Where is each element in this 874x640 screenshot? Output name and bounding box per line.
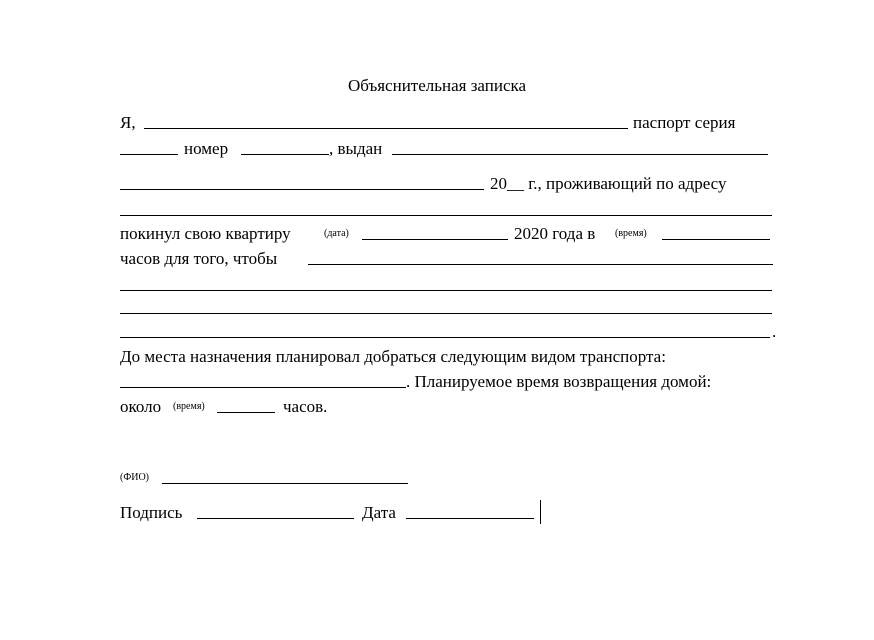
year-text: 2020 года в xyxy=(514,224,596,243)
document-title: Объяснительная записка xyxy=(347,76,527,95)
left-apartment-text: покинул свою квартиру xyxy=(120,224,291,243)
number-blank[interactable] xyxy=(241,154,329,155)
date-blank[interactable] xyxy=(406,518,534,519)
purpose-blank-4[interactable] xyxy=(120,337,770,338)
issued-text: , выдан xyxy=(329,139,383,158)
line-issue-date xyxy=(120,173,774,195)
text-cursor xyxy=(540,500,541,524)
purpose-blank-1[interactable] xyxy=(308,264,773,265)
year-address-text: 20__ г., проживающий по адресу xyxy=(490,174,727,193)
line-purpose-4 xyxy=(120,321,777,343)
line-return-time xyxy=(120,371,774,393)
period-text: . xyxy=(772,322,777,341)
date-label: Дата xyxy=(362,503,396,522)
line-address xyxy=(120,199,774,221)
line-signature xyxy=(120,502,774,524)
line-purpose xyxy=(120,248,774,270)
purpose-text: часов для того, чтобы xyxy=(120,249,278,268)
passport-series-text: паспорт серия xyxy=(633,113,736,132)
return-time-text: . Планируемое время возвращения домой: xyxy=(406,372,712,391)
pronoun-text: Я, xyxy=(120,113,136,132)
line-purpose-3 xyxy=(120,297,774,319)
signature-blank[interactable] xyxy=(197,518,354,519)
about-text: около xyxy=(120,397,162,416)
name-blank[interactable] xyxy=(144,128,628,129)
line-passport-number xyxy=(120,138,774,160)
line-transport xyxy=(120,346,774,368)
return-time-hint: (время) xyxy=(173,401,205,412)
time-hint: (время) xyxy=(615,228,647,239)
line-about-time xyxy=(120,396,774,418)
address-blank[interactable] xyxy=(120,215,772,216)
date-hint: (дата) xyxy=(324,228,349,239)
line-name xyxy=(120,112,774,134)
series-blank[interactable] xyxy=(120,154,178,155)
return-time-blank[interactable] xyxy=(217,412,275,413)
issued-by-blank[interactable] xyxy=(392,154,768,155)
fio-label: (ФИО) xyxy=(120,472,150,483)
leave-date-blank[interactable] xyxy=(362,239,508,240)
issue-date-blank[interactable] xyxy=(120,189,484,190)
leave-time-blank[interactable] xyxy=(662,239,770,240)
transport-text: До места назначения планировал добраться следующим видом транспорта: xyxy=(120,347,666,366)
line-fio xyxy=(120,467,774,489)
purpose-blank-3[interactable] xyxy=(120,313,772,314)
number-text: номер xyxy=(184,139,229,158)
hours-text: часов. xyxy=(283,397,328,416)
line-purpose-2 xyxy=(120,274,774,296)
signature-label: Подпись xyxy=(120,503,183,522)
transport-blank[interactable] xyxy=(120,387,406,388)
line-left-apartment xyxy=(120,223,774,245)
fio-blank[interactable] xyxy=(162,483,408,484)
purpose-blank-2[interactable] xyxy=(120,290,772,291)
